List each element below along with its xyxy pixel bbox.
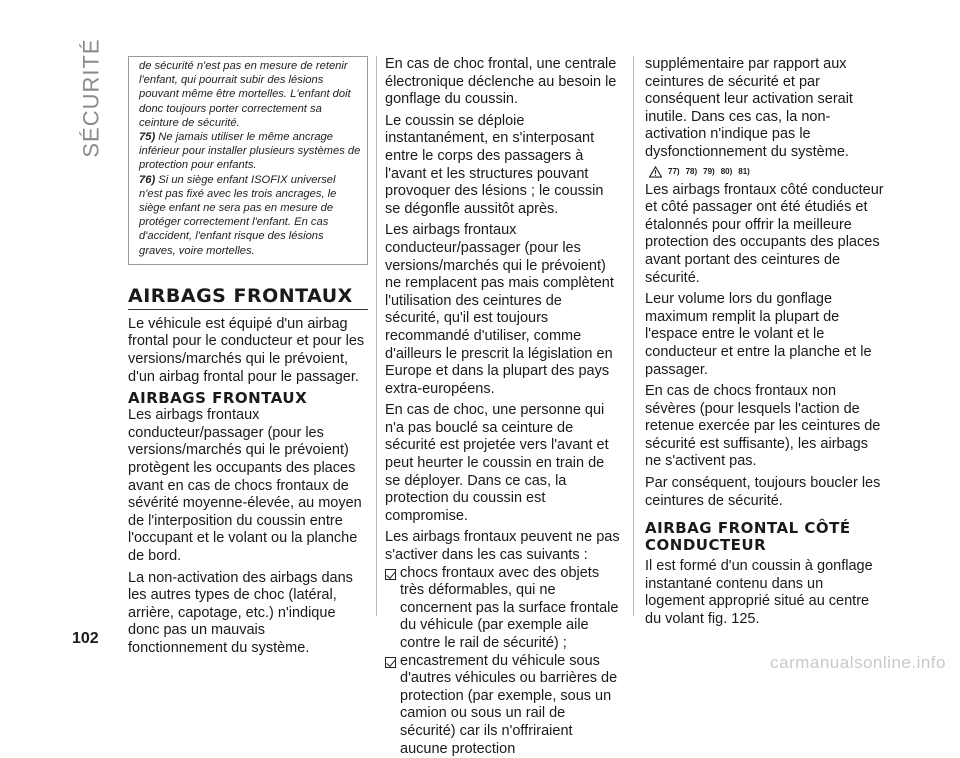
paragraph: Le coussin se déploie instantanément, en s'interposant entre le corps des passagers à l'avant et les structures pouvant provoquer des lésions ; le coussin se dégonfle aussitôt après. [385,112,604,217]
page-number: 102 [72,630,99,647]
subsection-heading: AIRBAGS FRONTAUX [128,389,308,408]
paragraph: La non-activation des airbags dans les autres types de choc (latéral, arrière, capotage, etc.) n'indique donc pas un mauvais fonctionnement du système. [128,569,353,656]
watermark: carmanualsonline.info [770,653,946,672]
paragraph: Les airbags frontaux peuvent ne pas s'activer dans les cas suivants : [385,529,620,564]
warning-references [649,166,885,178]
paragraph: En cas de choc, une personne qui n'a pas bouclé sa ceinture de sécurité est projetée vers l'avant et peut heurter le coussin en train de se déployer. Dans ce cas, la protection du coussin est compromise. [385,402,609,524]
column-3 [645,56,885,633]
warning-box [128,56,368,265]
warning-item-75: 75) Ne jamais utiliser le même ancrage inférieur pour installer plusieurs systèmes de protection pour enfants. [139,131,361,172]
column-2 [385,56,620,758]
paragraph: Il est formé d'un coussin à gonflage instantané contenu dans un logement approprié situé au centre du volant fig. 125. [645,558,873,628]
column-1 [128,56,368,662]
reference-80: 80) [720,167,733,177]
section-side-label: SÉCURITÉ [79,38,104,158]
column-divider [633,56,634,616]
column-divider [376,56,377,616]
paragraph: Les airbags frontaux conducteur/passager (pour les versions/marchés qui le prévoient) ne remplacent pas mais complètent l'utilisation des ceintures de sécurité, qu'il est toujours recommandé d'utiliser, comme d'ailleurs le prescrit la législation en Europe et dans la plupart des pays extra-européens. [385,222,614,397]
paragraph: Les airbags frontaux côté conducteur et côté passager ont été étudiés et étalonnés pour offrir la meilleure protection des occupants des places avant portant des ceintures de sécurité. [645,181,884,286]
list-item: encastrement du véhicule sous d'autres véhicules ou barrières de protection (par exemple, sous un camion ou sous un rail de sécurité) car ils n'offriraient aucune protection [385,653,620,758]
paragraph: En cas de choc frontal, une centrale électronique déclenche au besoin le gonflage du coussin. [385,56,617,108]
warning-item-76: 76) Si un siège enfant ISOFIX universel n'est pas fixé avec les trois ancrages, le siège enfant ne sera pas en mesure de protéger correctement l'enfant. En cas d'accident, l'enfant risque des lésions graves, voire mortelles. [139,173,337,257]
subsection-heading: AIRBAG FRONTAL CÔTÉ CONDUCTEUR [645,519,851,555]
checkbox-bullet-icon [385,657,396,668]
paragraph: Le véhicule est équipé d'un airbag frontal pour le conducteur et pour les versions/marchés qui le prévoient, d'un airbag frontal pour le passager. [128,315,365,385]
reference-78: 78) [685,167,698,177]
paragraph: supplémentaire par rapport aux ceintures de sécurité et par conséquent leur activation serait inutile. Dans ces cas, la non-activation n'indique pas le dysfonctionnement du système. [645,56,853,160]
reference-79: 79) [703,167,715,177]
paragraph: En cas de chocs frontaux non sévères (pour lesquels l'action de retenue exercée par les ceintures de sécurité est suffisante), les airbags ne s'activent pas. [645,383,881,470]
paragraph: Par conséquent, toujours boucler les ceintures de sécurité. [645,475,881,509]
paragraph: Les airbags frontaux conducteur/passager (pour les versions/marchés qui le prévoient) protègent les occupants des places avant en cas de chocs frontaux de sévérité moyenne-élevée, au moyen de l'interposition du coussin entre l'occupant et le volant ou la planche de bord. [128,407,362,564]
reference-77: 77) [668,167,680,177]
warning-intro: de sécurité n'est pas en mesure de retenir l'enfant, qui pourrait subir des lésions pouvant même être mortelles. L'enfant doit donc toujours porter correctement sa ceinture de sécurité. [139,60,351,129]
warning-triangle-icon [649,166,662,178]
checkbox-bullet-icon [385,569,396,580]
section-heading: AIRBAGS FRONTAUX [128,285,368,310]
paragraph: Leur volume lors du gonflage maximum remplit la plupart de l'espace entre le volant et le conducteur et entre la planche et le passager. [645,291,872,378]
reference-81: 81) [738,167,750,177]
list-item: chocs frontaux avec des objets très déformables, qui ne concernent pas la surface frontale du véhicule (par exemple aile contre le rail de sécurité) ; [385,565,620,653]
